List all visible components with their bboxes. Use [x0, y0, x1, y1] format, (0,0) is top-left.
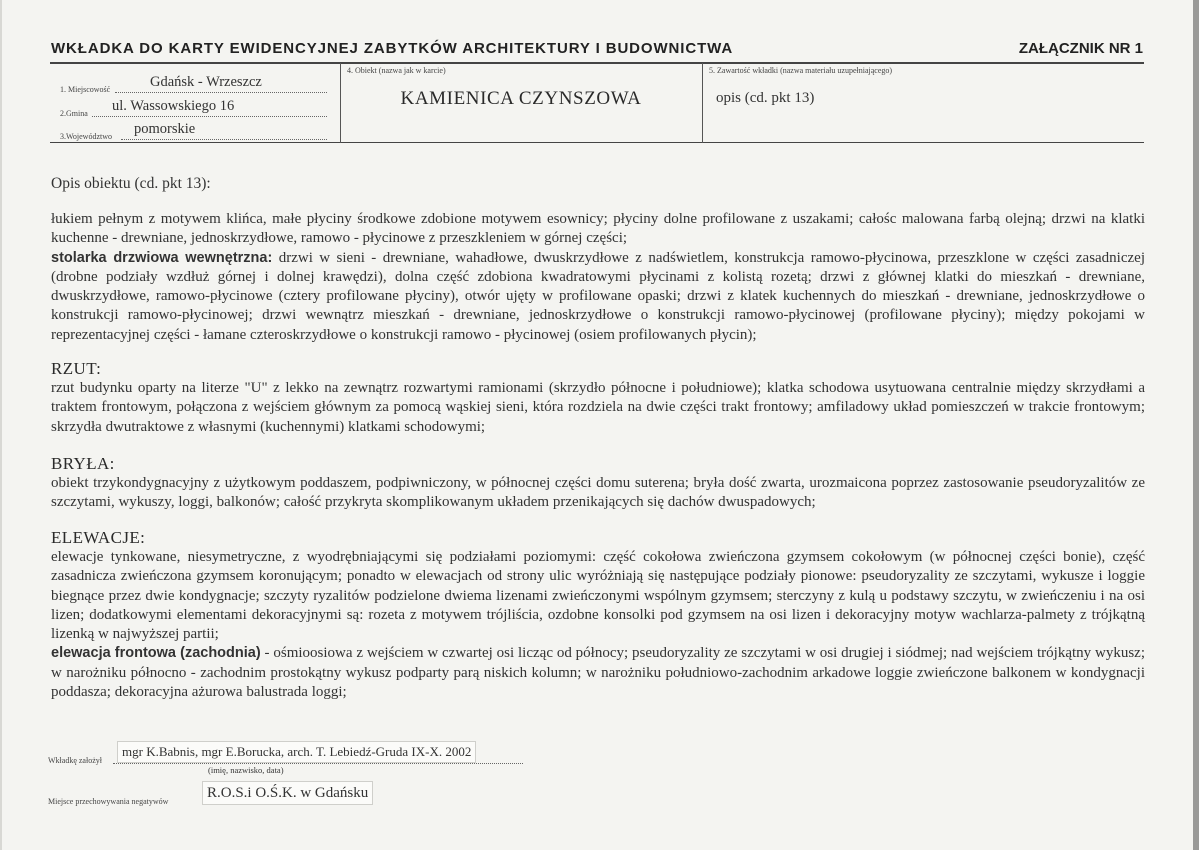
- front-elevation-text: - ośmioosiowa z wejściem w czwartej osi licząc od północy; pseudoryzality ze szczytami w osi drugiej i siódmej; nad wejściem trójkątny wykusz; w narożniku północno - zachodnim prostokątny wykusz podparty parą niskich kolumn; w narożniku południowo-zachodnim arkadowe loggie zwieńczone balkonem w kondygnacji poddasza; dekoracyjna ażurowa balustrada loggi;: [51, 645, 1145, 701]
- object-name: KAMIENICA CZYNSZOWA: [400, 88, 642, 109]
- locality-dotline: [115, 92, 327, 93]
- scan-edge-right: [1193, 0, 1199, 850]
- paragraph-doors-text: łukiem pełnym z motywem klińca, małe płyciny środkowe zdobione motywem esownicy; płyciny dolne profilowane z uszakami; całośc malowana farbą olejną; drzwi na klatki kuchenne - drewniane, jednoskrzydłowe, ramowo - płycinowe z przeszkleniem w górnej części;: [51, 211, 1145, 247]
- province-dotline: [121, 139, 327, 140]
- municipality-label: 2.Gmina: [60, 109, 88, 118]
- compiled-by-dotline: [113, 763, 523, 764]
- compiled-by-value: mgr K.Babnis, mgr E.Borucka, arch. T. Lebiedź-Gruda IX-X. 2002: [117, 741, 476, 763]
- header-top-rule: [50, 62, 1144, 64]
- annex-label: ZAŁĄCZNIK NR 1: [1018, 40, 1143, 57]
- form-title: WKŁADKA DO KARTY EWIDENCYJNEJ ZABYTKÓW ARCHITEKTURY I BUDOWNICTWA: [51, 40, 734, 57]
- contents-label: 5. Zawartość wkładki (nazwa materiału uzupełniającego): [709, 66, 893, 75]
- storage-value: R.O.S.i O.Ś.K. w Gdańsku: [202, 781, 373, 805]
- locality-label: 1. Miejscowość: [60, 85, 111, 94]
- paragraph-doors: [51, 210, 1145, 345]
- plan-heading: RZUT:: [51, 359, 102, 378]
- interior-joinery-text: drzwi w sieni - drewniane, wahadłowe, dwuskrzydłowe z nadświetlem, konstrukcja ramowo-płycinowa, przeszklone w części zasadniczej (drobne podziały wzdłuż górnej i dolnej krawędzi), dolna część zdobiona kwadratowymi płycinami z kolistą rozetą; drzwi z głównej klatki do mieszkań - drewniane, dwuskrzydłowe, ramowo-płycinowe (cztery profilowane płyciny), otwór ujęty w profilowane opaski; drzwi z klatek kuchennych do mieszkań - drewniane, jednoskrzydłowe o konstrukcji ramowo-płycinowej; drzwi wewnątrz mieszkań - drewniane, jednoskrzydłowe o konstrukcji ramowo-płycinowej (profilowane płyciny); między pokojami w reprezentacyjnej części - łamane czteroskrzydłowe o konstrukcji ramowo - płycinowej (osiem profilowanych płycin);: [51, 249, 1145, 343]
- scan-edge-left: [0, 0, 2, 850]
- plan-text: rzut budynku oparty na literze "U" z lekko na zewnątrz rozwartymi ramionami (skrzydło północne i południowe); klatka schodowa usytuowana centralnie między skrzydłami a traktem frontowym, połączona z wejściem głównym za pomocą wąskiej sieni, która rozdziela na dwie części trakt frontowy; amfiladowy układ pomieszczeń w trakcie frontowym; skrzydła dwutraktowe z własnymi (kuchennymi) klatkami schodowymi;: [51, 380, 1145, 435]
- storage-label: Miejsce przechowywania negatywów: [48, 797, 169, 806]
- compiled-by-hint: (imię, nazwisko, data): [208, 765, 284, 775]
- header-divider-2: [702, 63, 703, 143]
- header-divider-1: [340, 63, 341, 143]
- interior-joinery-label: stolarka drzwiowa wewnętrzna:: [51, 249, 273, 266]
- province-label: 3.Województwo: [60, 132, 113, 141]
- object-label: 4. Obiekt (nazwa jak w karcie): [347, 66, 446, 75]
- elevations-text: elewacje tynkowane, niesymetryczne, z wyodrębniającymi się podziałami poziomymi: część cokołowa zwieńczona gzymsem cokołowym (w północnej części bonie), część zasadnicza zwieńczona gzymsem koronującym; ponadto w elewacjach od strony ulic wyróżniają się następujące podziały pionowe: pseudoryzality ze szczytami, wykusze i loggie biegnące przez dwie kondygnacje; szczyty ryzalitów podzielone dwiema lizenami zwieńczonymi wspólnym gzymsem; sterczyny z kulą u podstawy szczytu, w zwieńczeniu i na osi lizen; dodatkowymi elementami dekoracyjnymi są: rozeta z motywem trójliścia, ozdobne konsolki pod gzymsem na osi lizen i dekoracyjny motyw wachlarza-palmety z trójkątną lizenką w najwyższej partii;: [51, 549, 1145, 643]
- elevations-block: [51, 548, 1145, 702]
- province-value: pomorskie: [134, 121, 196, 137]
- compiled-by-label: Wkładkę założył: [48, 756, 102, 765]
- municipality-dotline: [92, 116, 327, 117]
- contents-value: opis (cd. pkt 13): [716, 90, 815, 106]
- locality-value: Gdańsk - Wrzeszcz: [150, 74, 262, 90]
- header-bottom-rule: [50, 142, 1144, 143]
- massing-heading: BRYŁA:: [51, 454, 115, 473]
- municipality-value: ul. Wassowskiego 16: [112, 98, 235, 114]
- elevations-heading: ELEWACJE:: [51, 528, 146, 547]
- description-heading: Opis obiektu (cd. pkt 13):: [51, 175, 211, 192]
- massing-text: obiekt trzykondygnacyjny z użytkowym poddaszem, podpiwniczony, w północnej części domu suterena; bryła dość zwarta, urozmaicona poprzez zastosowanie pseudoryzalitów ze szczytami, wykuszy, loggi, balkonów; całość przykryta skomplikowanym układem przenikających się dachów dwuspadowych;: [51, 475, 1145, 511]
- front-elevation-label: elewacja frontowa (zachodnia): [51, 645, 261, 662]
